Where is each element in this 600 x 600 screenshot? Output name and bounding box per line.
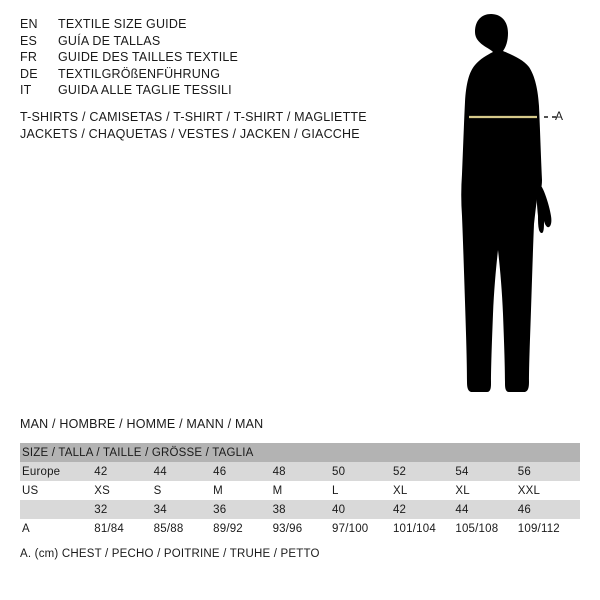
cell: 48	[273, 462, 332, 481]
cell: M	[213, 481, 272, 500]
category-block	[20, 109, 420, 143]
cell: 44	[154, 462, 213, 481]
row-label: A	[20, 519, 94, 538]
cell: 105/108	[455, 519, 517, 538]
cell: 93/96	[273, 519, 332, 538]
table-row	[20, 462, 580, 481]
cell: 97/100	[332, 519, 393, 538]
cell: 32	[94, 500, 153, 519]
language-header-block	[20, 16, 380, 99]
cell: XXL	[518, 481, 580, 500]
cell: S	[154, 481, 213, 500]
cell: M	[273, 481, 332, 500]
language-row	[20, 16, 380, 33]
language-code: DE	[20, 66, 38, 81]
cell: 50	[332, 462, 393, 481]
cell: 101/104	[393, 519, 455, 538]
cell: 54	[455, 462, 517, 481]
language-text: TEXTILGRÖßENFÜHRUNG	[58, 66, 221, 81]
language-code: IT	[20, 83, 32, 97]
language-text: TEXTILE SIZE GUIDE	[58, 17, 187, 31]
table-title-man: MAN / HOMBRE / HOMME / MANN / MAN	[20, 417, 264, 431]
cell: 89/92	[213, 519, 272, 538]
cell: 56	[518, 462, 580, 481]
table-row	[20, 481, 580, 500]
language-text: GUIDE DES TAILLES TEXTILE	[58, 50, 239, 64]
table-header-label: SIZE / TALLA / TAILLE / GRÖSSE / TAGLIA	[20, 443, 580, 462]
table-header-row	[20, 443, 580, 462]
category-line-tshirts: T-SHIRTS / CAMISETAS / T-SHIRT / T-SHIRT / MAGLIETTE	[20, 110, 367, 124]
cell: 81/84	[94, 519, 153, 538]
cell: 42	[393, 500, 455, 519]
footnote-chest-measure: A. (cm) CHEST / PECHO / POITRINE / TRUHE / PETTO	[20, 548, 320, 560]
male-silhouette-figure	[405, 10, 595, 405]
cell: XL	[455, 481, 517, 500]
size-table	[20, 443, 580, 538]
language-row	[20, 82, 380, 99]
language-row	[20, 49, 380, 66]
language-text: GUÍA DE TALLAS	[58, 33, 161, 48]
cell: 109/112	[518, 519, 580, 538]
row-label	[20, 500, 94, 519]
silhouette-icon	[405, 10, 595, 405]
language-code: ES	[20, 33, 38, 48]
table-row	[20, 500, 580, 519]
row-label: US	[20, 481, 94, 500]
language-row	[20, 33, 380, 50]
language-row	[20, 66, 380, 83]
table-row	[20, 519, 580, 538]
cell: XS	[94, 481, 153, 500]
cell: 52	[393, 462, 455, 481]
cell: 46	[213, 462, 272, 481]
language-code: FR	[20, 50, 38, 64]
cell: 44	[455, 500, 517, 519]
cell: 38	[273, 500, 332, 519]
category-line-jackets: JACKETS / CHAQUETAS / VESTES / JACKEN / GIACCHE	[20, 127, 360, 141]
cell: 42	[94, 462, 153, 481]
cell: 36	[213, 500, 272, 519]
cell: XL	[393, 481, 455, 500]
cell: 46	[518, 500, 580, 519]
measure-label-a: A	[555, 109, 564, 123]
cell: L	[332, 481, 393, 500]
cell: 85/88	[154, 519, 213, 538]
row-label: Europe	[20, 462, 94, 481]
language-text: GUIDA ALLE TAGLIE TESSILI	[58, 83, 232, 97]
language-code: EN	[20, 17, 38, 31]
cell: 34	[154, 500, 213, 519]
cell: 40	[332, 500, 393, 519]
